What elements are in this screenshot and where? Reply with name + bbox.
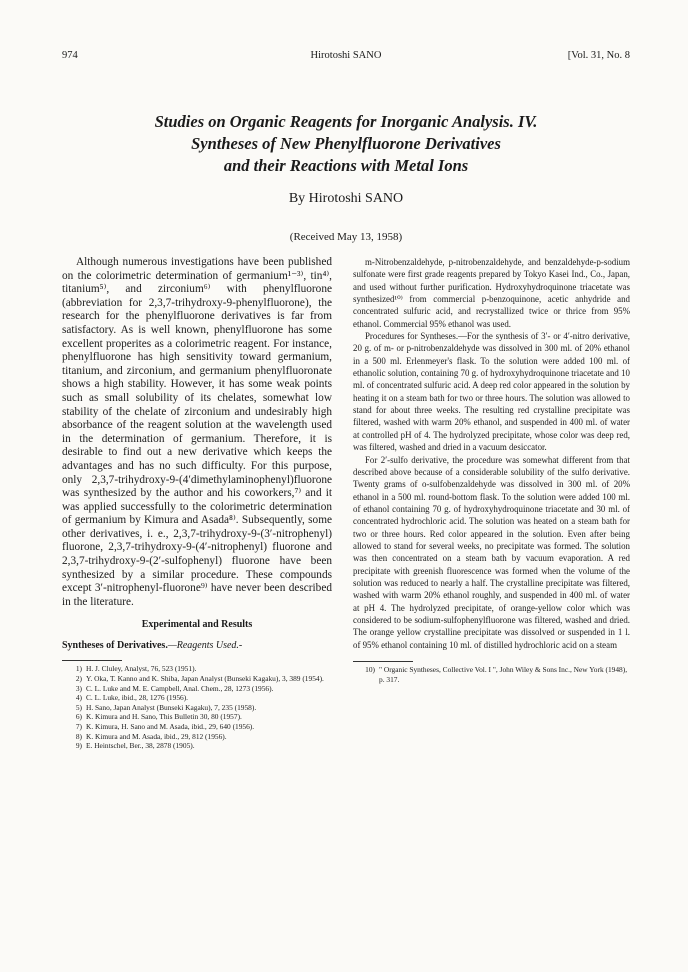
footnote-text: " Organic Syntheses, Collective Vol. I ", John Wiley & Sons Inc., New York (1948), p. 317. bbox=[379, 665, 628, 684]
footnote bbox=[62, 732, 332, 742]
footnote-text: K. Kimura and H. Sano, This Bulletin 30, 80 (1957). bbox=[86, 712, 242, 722]
footnote-number: 4) bbox=[75, 693, 82, 703]
left-footnotes bbox=[62, 664, 332, 750]
footnote-number: 5) bbox=[75, 702, 82, 712]
footnote bbox=[353, 665, 630, 684]
footnote bbox=[62, 722, 332, 732]
right-body bbox=[353, 256, 630, 651]
received-date: (Received May 13, 1958) bbox=[289, 231, 403, 243]
footnote-number: 6) bbox=[75, 712, 82, 722]
procedures-paragraph: Procedures for Syntheses.—For the synthesis of 3′- or 4′-nitro derivative, 20 g. of m- or p-nitrobenzaldehyde was dissolved in 300 ml. of 20% ethanol in a 500 ml. Erlenmeyer's flask. To the solution were added 100 ml. of ethanolic solution, containing 70 g. of hydroxyhydroquinone triacetate and 10 ml. of concentrated sulfuric acid. A deep red color appeared in the solution by heating it on a steam bath for two or three hours. The solution was allowed to stand for about three weeks. The resulting red crystalline precipitate was filtered, washed with warm 20% ethanol, and suspended in 400 ml. of water at controlled pH of 4. The hydrolyzed precipitate, whose color was deep red, was filtered, washed and dried in a vacuum desiccator. bbox=[353, 331, 630, 453]
right-footnotes bbox=[353, 665, 630, 684]
title-line-3: and their Reactions with Metal Ions bbox=[223, 156, 469, 175]
intro-paragraph: Although numerous investigations have been published on the colorimetric determination of germanium¹⁻³⁾, tin⁴⁾, titanium⁵⁾, and zirconium⁶⁾ with phenylfluorone (abbreviation for 2,3,7-trihydroxy-9-phenylfluorone), the research for the phenylfluorone derivatives is far from satisfactory. As is well known, phenylfluorone has some excellent properites as a colorimetric reagent. For instance, phenylfluorone has high sensitivity toward germanium, titanium, and zirconium, and germanium phenylfluoronate shows a high stability. However, it has some weak points such as small solubility of its chelates, somewhat low stability of the chelate of zirconium and undesirably high absorbance of the reagent solution at the wavelength used in the determination of germanium. Therefore, it is desirable to find out a new derivative which keeps the advantages and has no such difficulty. For this purpose, only 2,3,7-trihydroxy-9-(4′dimethylaminophenyl)fluorone was synthesized by the author and his coworkers,⁷⁾ and it was applied successfully to the colorimetric determination of germanium by Kimura and Asada⁸⁾. Subsequently, some other derivatives, i. e., 2,3,7-trihydroxy-9-(3′-nitrophenyl) fluorone, 2,3,7-trihydroxy-9-(4′-nitrophenyl) fluorone and 2,3,7-trihydroxy-9-(2′-sulfophenyl) fluorone have been synthesized by a similar procedure. These compounds except 3′-nitrophenyl-fluorone⁹⁾ have never been described in the literature. bbox=[62, 256, 332, 608]
footnote-number: 1) bbox=[75, 664, 82, 674]
reagents-paragraph: m-Nitrobenzaldehyde, p-nitrobenzaldehyde, and benzaldehyde-p-sodium sulfonate were first grade reagents prepared by Tokyo Kasei Ind., Co., Japan, and used without further purification. Hydroxyhydroquinone triacetate was synthesized¹⁰⁾ from commercial p-benzoquinone, acetic anhydride and concentrated sulfuric acid, and recrystallized twice or thrice from 95% ethanol. Commercial 95% ethanol was used. bbox=[353, 257, 630, 329]
footnote-number: 9) bbox=[75, 741, 82, 751]
right-column bbox=[353, 256, 630, 684]
left-column bbox=[62, 256, 332, 751]
running-header bbox=[62, 50, 630, 66]
author-line: By Hirotoshi SANO bbox=[288, 191, 404, 206]
subsection-subtitle: —Reagents Used.- bbox=[167, 640, 243, 652]
page-number: 974 bbox=[62, 50, 78, 61]
footnote-text: K. Kimura, H. Sano and M. Asada, ibid., 29, 640 (1956). bbox=[86, 722, 255, 731]
footnote-text: H. Sano, Japan Analyst (Bunseki Kagaku), 7, 235 (1958). bbox=[86, 702, 257, 712]
footnote bbox=[62, 741, 332, 751]
footnote-number: 2) bbox=[75, 674, 82, 684]
subsection-title: Syntheses of Derivatives. bbox=[62, 640, 168, 652]
footnote-number: 8) bbox=[75, 731, 82, 741]
footnote-number: 3) bbox=[75, 683, 82, 693]
footnote-text: H. J. Cluley, Analyst, 76, 523 (1951). bbox=[86, 664, 197, 674]
section-heading: Experimental and Results bbox=[141, 619, 253, 631]
footnote-rule bbox=[353, 661, 413, 662]
footnote-number: 10) bbox=[365, 665, 375, 674]
volume-info: [Vol. 31, No. 8 bbox=[567, 50, 630, 61]
paper-title bbox=[62, 111, 630, 177]
footnote bbox=[62, 674, 332, 684]
title-line-2: Syntheses of New Phenylfluorone Derivatives bbox=[191, 134, 501, 153]
footnote-text: E. Heintschel, Ber., 38, 2878 (1905). bbox=[86, 741, 195, 751]
footnote-text: C. L. Luke, ibid., 28, 1276 (1956). bbox=[86, 693, 189, 703]
footnote bbox=[62, 684, 332, 694]
sulfo-derivative-paragraph: For 2′-sulfo derivative, the procedure was somewhat different from that described above because of a considerable solubility of the sulfo derivative. Twenty grams of o-sulfobenzaldehyde was dissolved in 300 ml. of 20% ethanol in a 500 ml. round-bottom flask. To the solution were added 100 ml. of ethanol containing 70 g. of hydroxyhydroquinone triacetate and 30 ml. of concentrated hydrochloric acid. The solution was heated on a steam bath for two or three hours. Red color appeared in the solution. Even after being allowed to stand for several weeks, no precipitate was formed. The solution was then concentrated on a steam bath by vacuum evaporation. A red precipitate with greenish fluorescence was formed when the volume of the solution was reduced to nearly a half. The crystalline precipitate was filtered, washed with warm 20% ethanol roughly, and suspended in 400 ml. of water at pH 4. The hydrolyzed precipitate, of orange-yellow color which was considered to be sodium-sulfophenylfluorone was filtered, washed and dried. The orange yellow crystalline precipitate was dissolved or suspended in 1 l. of 95% ethanol containing 10 ml. of distilled hydrochloric acid on a steam bbox=[353, 454, 630, 650]
left-body bbox=[62, 256, 332, 609]
footnote bbox=[62, 703, 332, 713]
footnote-text: K. Kimura and M. Asada, ibid., 29, 812 (1956). bbox=[86, 731, 227, 741]
footnote-text: Y. Oka, T. Kanno and K. Shiba, Japan Analyst (Bunseki Kagaku), 3, 389 (1954). bbox=[86, 674, 324, 684]
footnote bbox=[62, 712, 332, 722]
footnote-text: C. L. Luke and M. E. Campbell, Anal. Chem., 28, 1273 (1956). bbox=[86, 683, 274, 693]
footnote-number: 7) bbox=[75, 722, 82, 731]
footnote bbox=[62, 664, 332, 674]
title-line-1: Studies on Organic Reagents for Inorganic Analysis. IV. bbox=[154, 112, 538, 131]
subsection-heading bbox=[62, 639, 332, 652]
running-author: Hirotoshi SANO bbox=[310, 50, 382, 61]
footnote-rule bbox=[62, 660, 122, 661]
footnote bbox=[62, 693, 332, 703]
